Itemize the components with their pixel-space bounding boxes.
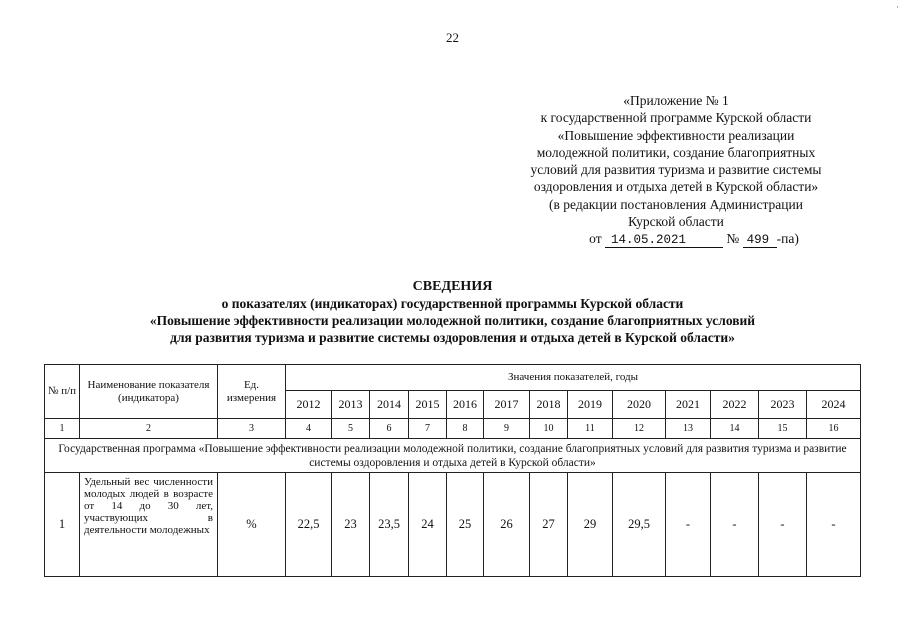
heading-line: о показателях (индикаторах) государственной программы Курской области <box>221 296 684 311</box>
header-year: 2013 <box>332 391 370 419</box>
heading-line: «Повышение эффективности реализации молодежной политики, создание благоприятных условий <box>149 313 756 328</box>
table-row <box>45 473 861 577</box>
column-number: 14 <box>711 419 759 439</box>
header-year: 2017 <box>484 391 530 419</box>
header-year: 2016 <box>447 391 484 419</box>
appendix-line: оздоровления и отдыха детей в Курской области» <box>533 179 819 195</box>
column-number: 15 <box>759 419 807 439</box>
column-number: 8 <box>447 419 484 439</box>
table-header-row <box>45 365 861 391</box>
column-number: 10 <box>530 419 568 439</box>
decree-number-value: 499 <box>746 233 770 248</box>
indicator-value: 24 <box>409 473 447 577</box>
indicator-value: 26 <box>484 473 530 577</box>
column-number: 1 <box>45 419 80 439</box>
column-number: 3 <box>218 419 286 439</box>
heading-line: для развития туризма и развитие системы оздоровления и отдыха детей в Курской области» <box>170 330 735 345</box>
indicator-value: 23,5 <box>370 473 409 577</box>
header-year: 2014 <box>370 391 409 419</box>
number-suffix: -па) <box>776 231 799 247</box>
column-number: 5 <box>332 419 370 439</box>
heading-title: СВЕДЕНИЯ <box>412 279 493 294</box>
indicator-value: - <box>807 473 861 577</box>
column-number: 11 <box>568 419 613 439</box>
document-heading <box>0 278 905 346</box>
indicator-value: - <box>666 473 711 577</box>
appendix-block <box>500 92 852 248</box>
appendix-line: (в редакции постановления Администрации <box>549 196 803 212</box>
row-number: 1 <box>45 473 80 577</box>
header-year: 2019 <box>568 391 613 419</box>
column-number: 2 <box>80 419 218 439</box>
indicator-unit: % <box>218 473 286 577</box>
indicator-value: 22,5 <box>286 473 332 577</box>
header-year: 2022 <box>711 391 759 419</box>
header-year: 2021 <box>666 391 711 419</box>
indicators-table <box>44 364 861 577</box>
indicator-value: 29 <box>568 473 613 577</box>
header-year: 2015 <box>409 391 447 419</box>
header-unit: Ед. измерения <box>218 365 286 419</box>
indicator-value: 27 <box>530 473 568 577</box>
indicator-name: Удельный вес численности молодых людей в возрасте от 14 до 30 лет, участвующих в деятельности молодежных <box>80 473 218 577</box>
header-values-group: Значения показателей, годы <box>286 365 861 391</box>
number-prefix: № <box>726 231 740 247</box>
appendix-line: молодежной политики, создание благоприятных <box>536 144 816 160</box>
indicator-value: 29,5 <box>613 473 666 577</box>
appendix-line: «Приложение № 1 <box>623 93 729 108</box>
header-num: № п/п <box>45 365 80 419</box>
appendix-line: условий для развития туризма и развитие системы <box>530 162 822 178</box>
column-number: 4 <box>286 419 332 439</box>
column-number: 6 <box>370 419 409 439</box>
header-name: Наименование показателя (индикатора) <box>80 365 218 419</box>
column-number: 7 <box>409 419 447 439</box>
page-number: 22 <box>446 30 459 45</box>
appendix-line: «Повышение эффективности реализации <box>557 127 795 143</box>
decree-number <box>743 233 777 248</box>
header-year: 2018 <box>530 391 568 419</box>
corner-mark: · <box>896 2 899 12</box>
indicator-value: - <box>711 473 759 577</box>
program-title-cell: Государственная программа «Повышение эффективности реализации молодежной политики, создание благоприятных условий для развития туризма и развитие системы оздоровления и отдыха детей в Курской области» <box>45 439 861 473</box>
appendix-date-line <box>500 230 852 248</box>
program-row <box>45 439 861 473</box>
column-number: 9 <box>484 419 530 439</box>
date-prefix: от <box>589 231 602 247</box>
decree-date-value: 14.05.2021 <box>611 233 687 248</box>
indicator-value: 25 <box>447 473 484 577</box>
appendix-line: к государственной программе Курской области <box>540 110 812 126</box>
column-number: 13 <box>666 419 711 439</box>
header-year: 2024 <box>807 391 861 419</box>
column-number-row <box>45 419 861 439</box>
column-number: 16 <box>807 419 861 439</box>
column-number: 12 <box>613 419 666 439</box>
indicator-value: - <box>759 473 807 577</box>
indicator-value: 23 <box>332 473 370 577</box>
appendix-line: Курской области <box>628 214 724 230</box>
header-year: 2023 <box>759 391 807 419</box>
header-year: 2012 <box>286 391 332 419</box>
decree-date <box>605 233 723 248</box>
header-year: 2020 <box>613 391 666 419</box>
